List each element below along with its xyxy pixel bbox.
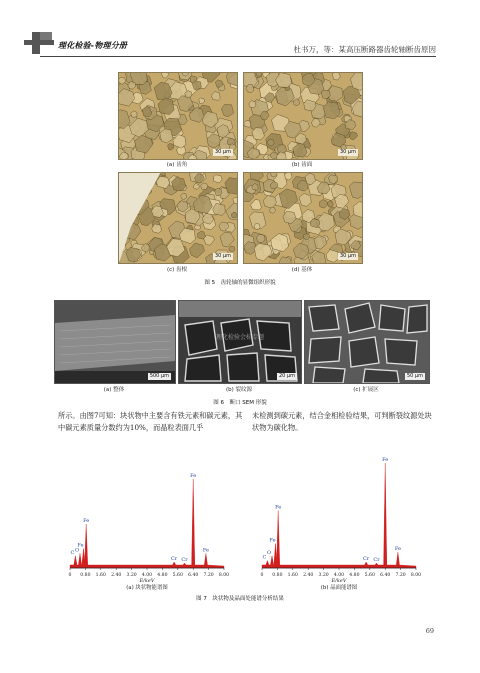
peak-label: O	[266, 549, 272, 556]
header-rule	[40, 56, 436, 57]
micrograph-b	[243, 72, 363, 160]
sem-c-image	[305, 301, 429, 383]
peak-label: Fe	[202, 547, 209, 554]
spectrum-panel-label: (a) 块状物能谱图	[126, 585, 168, 590]
sem-scale-a: 500 μm	[149, 373, 169, 379]
peak-label: Cr	[171, 555, 178, 562]
spectrum-a	[58, 440, 234, 590]
panel-label-d: (d) 基体	[291, 267, 313, 273]
sem-scale-b: 20 μm	[278, 373, 295, 379]
x-tick-label: 1.60	[95, 573, 106, 578]
sem-b	[178, 300, 302, 384]
spectrum-b	[250, 440, 426, 590]
peak-label: Fe	[269, 537, 276, 544]
micrograph-a-image	[119, 73, 237, 159]
x-axis-label: E/keV	[331, 578, 347, 584]
x-tick-label: 7.20	[203, 573, 214, 578]
micrograph-a	[118, 72, 238, 160]
sem-a-image	[55, 301, 175, 383]
body-paragraph-right: 未检测到碳元素，结合金相检验结果，可判断裂纹源处块状物为碳化物。	[252, 411, 432, 432]
x-tick-label: 5.60	[364, 573, 375, 578]
micrograph-c-image	[119, 173, 237, 263]
x-tick-label: 7.20	[395, 573, 406, 578]
peak-label: Cr	[363, 555, 370, 562]
peak-label: C	[70, 549, 75, 556]
figure-5-caption: 图 5 齿轮轴的显微组织形貌	[204, 280, 276, 286]
scale-bar-b: 30 μm	[339, 149, 356, 155]
peak-label: Fe	[190, 472, 197, 479]
scale-bar-d: 30 μm	[339, 253, 356, 259]
x-tick-label: 5.60	[172, 573, 183, 578]
sem-label-b: (b) 裂纹源	[225, 387, 253, 393]
x-tick-label: 2.40	[111, 573, 122, 578]
x-tick-label: 4.00	[333, 573, 345, 578]
sem-label-c: (c) 扩展区	[353, 387, 379, 393]
x-tick-label: 0	[68, 573, 72, 578]
micrograph-d-image	[244, 173, 362, 263]
peak-label: Cr	[373, 557, 380, 564]
x-tick-label: 4.80	[157, 573, 168, 578]
running-title: 杜书万，等：某高压断路器齿轮轴断齿原因	[293, 45, 436, 54]
sem-label-a: (a) 整体	[103, 387, 125, 393]
sem-b-image	[179, 301, 301, 383]
sem-scale-c: 50 μm	[406, 373, 423, 379]
x-tick-label: 3.20	[126, 573, 137, 578]
spectrum-panel-label: (b) 晶面能谱图	[320, 585, 358, 590]
x-tick-label: 3.20	[318, 573, 329, 578]
body-paragraph-left: 所示。由图7可知：块状物中主要含有铁元素和碳元素，其中碳元素质量分数约为10%，而晶粒表面几乎	[58, 411, 243, 432]
peak-label: O	[74, 547, 80, 554]
panel-label-c: (c) 齿根	[166, 267, 188, 273]
sem-b-watermark: 理化检验会标专题	[215, 334, 265, 341]
x-tick-label: 8.00	[218, 573, 230, 578]
peak-label: Fe	[275, 504, 282, 511]
figure-7-caption: 图 7 块状物及晶面处能谱分析结果	[196, 596, 284, 602]
x-tick-label: 0	[260, 573, 264, 578]
peak-label: Fe	[83, 518, 90, 525]
sem-c	[304, 300, 430, 384]
x-tick-label: 4.00	[141, 573, 153, 578]
journal-logo	[24, 30, 54, 56]
x-tick-label: 1.60	[287, 573, 298, 578]
micrograph-b-image	[244, 73, 362, 159]
peak-label: Fe	[394, 546, 401, 553]
peak-label: Cr	[181, 557, 188, 564]
spectrum-trace	[70, 479, 224, 568]
panel-label-a: (a) 齿角	[166, 162, 188, 168]
x-tick-label: 8.00	[410, 573, 422, 578]
peak-label: Fe	[77, 542, 84, 549]
scale-bar-a: 30 μm	[214, 149, 231, 155]
x-tick-label: 2.40	[303, 573, 314, 578]
x-tick-label: 0.80	[272, 573, 283, 578]
micrograph-d	[243, 172, 363, 264]
panel-label-b: (b) 齿面	[291, 162, 313, 168]
spectrum-trace	[262, 463, 416, 568]
peak-label: Fe	[382, 457, 389, 464]
x-tick-label: 0.80	[80, 573, 91, 578]
page-number: 69	[425, 627, 434, 635]
scale-bar-c: 30 μm	[214, 253, 231, 259]
peak-label: C	[262, 554, 267, 561]
x-tick-label: 6.40	[380, 573, 391, 578]
x-tick-label: 4.80	[349, 573, 360, 578]
micrograph-c	[118, 172, 238, 264]
x-tick-label: 6.40	[188, 573, 199, 578]
journal-name: 理化检验-物理分册	[58, 41, 128, 50]
x-axis-label: E/keV	[139, 578, 155, 584]
sem-a	[54, 300, 176, 384]
figure-6-caption: 图 6 断口 SEM 形貌	[213, 400, 267, 406]
